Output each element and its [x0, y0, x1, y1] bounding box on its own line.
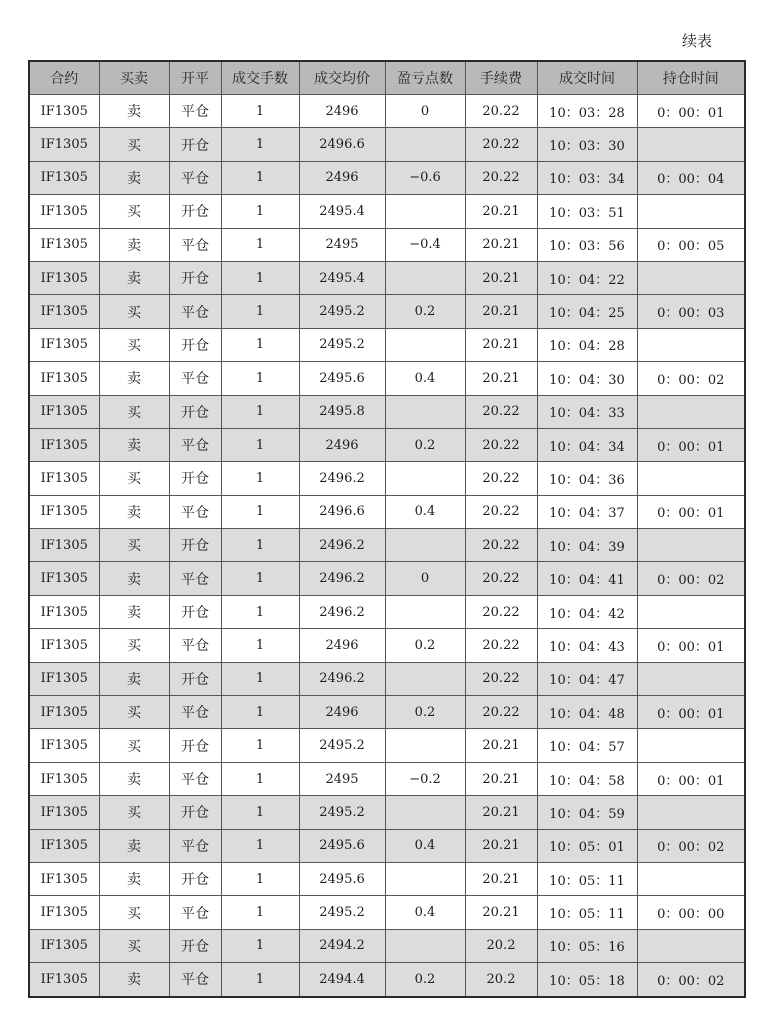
header-open-close: 开平: [169, 61, 221, 95]
cell-pnl-points: [385, 862, 465, 895]
cell-fee: 20.22: [465, 395, 537, 428]
cell-fee: 20.21: [465, 762, 537, 795]
cell-contract: IF1305: [29, 328, 99, 361]
cell-pnl-points: [385, 796, 465, 829]
cell-pnl-points: 0.2: [385, 629, 465, 662]
cell-contract: IF1305: [29, 462, 99, 495]
table-row: [29, 261, 745, 294]
table-row: [29, 161, 745, 194]
cell-holding-time: 0：00：02: [637, 562, 745, 595]
cell-avg-price: 2496.2: [299, 562, 385, 595]
cell-holding-time: 0：00：01: [637, 762, 745, 795]
cell-avg-price: 2495.4: [299, 195, 385, 228]
table-row: [29, 428, 745, 461]
cell-avg-price: 2496.6: [299, 495, 385, 528]
cell-avg-price: 2495.2: [299, 729, 385, 762]
cell-lots: 1: [221, 729, 299, 762]
cell-open-close: 开仓: [169, 261, 221, 294]
cell-lots: 1: [221, 295, 299, 328]
cell-lots: 1: [221, 395, 299, 428]
cell-contract: IF1305: [29, 95, 99, 128]
cell-pnl-points: [385, 195, 465, 228]
cell-open-close: 开仓: [169, 462, 221, 495]
cell-lots: 1: [221, 595, 299, 628]
cell-trade-time: 10：04：59: [537, 796, 637, 829]
cell-trade-time: 10：05：11: [537, 862, 637, 895]
cell-holding-time: [637, 529, 745, 562]
cell-trade-time: 10：03：34: [537, 161, 637, 194]
cell-holding-time: [637, 796, 745, 829]
cell-avg-price: 2495.6: [299, 362, 385, 395]
cell-contract: IF1305: [29, 796, 99, 829]
continued-table-label: 续表: [681, 32, 712, 50]
cell-contract: IF1305: [29, 729, 99, 762]
cell-lots: 1: [221, 95, 299, 128]
cell-trade-time: 10：04：22: [537, 261, 637, 294]
cell-holding-time: [637, 195, 745, 228]
cell-pnl-points: 0.2: [385, 963, 465, 997]
cell-direction: 卖: [99, 428, 169, 461]
cell-holding-time: [637, 261, 745, 294]
table-row: [29, 929, 745, 962]
cell-trade-time: 10：04：48: [537, 696, 637, 729]
trade-records-table: [28, 60, 746, 998]
cell-avg-price: 2496.2: [299, 529, 385, 562]
cell-trade-time: 10：03：30: [537, 128, 637, 161]
table-row: [29, 963, 745, 997]
cell-contract: IF1305: [29, 428, 99, 461]
cell-open-close: 开仓: [169, 595, 221, 628]
cell-direction: 卖: [99, 261, 169, 294]
cell-lots: 1: [221, 963, 299, 997]
cell-contract: IF1305: [29, 261, 99, 294]
cell-open-close: 平仓: [169, 428, 221, 461]
cell-avg-price: 2494.2: [299, 929, 385, 962]
table-row: [29, 562, 745, 595]
cell-direction: 买: [99, 328, 169, 361]
cell-pnl-points: −0.4: [385, 228, 465, 261]
table-row: [29, 729, 745, 762]
cell-holding-time: 0：00：05: [637, 228, 745, 261]
cell-fee: 20.22: [465, 495, 537, 528]
cell-lots: 1: [221, 762, 299, 795]
cell-direction: 买: [99, 128, 169, 161]
cell-direction: 买: [99, 529, 169, 562]
cell-fee: 20.22: [465, 462, 537, 495]
header-contract: 合约: [29, 61, 99, 95]
cell-direction: 卖: [99, 495, 169, 528]
cell-open-close: 平仓: [169, 95, 221, 128]
cell-holding-time: [637, 128, 745, 161]
cell-avg-price: 2496: [299, 161, 385, 194]
cell-fee: 20.21: [465, 328, 537, 361]
cell-trade-time: 10：04：42: [537, 595, 637, 628]
cell-fee: 20.22: [465, 95, 537, 128]
table-row: [29, 762, 745, 795]
cell-avg-price: 2495.4: [299, 261, 385, 294]
cell-lots: 1: [221, 629, 299, 662]
cell-trade-time: 10：04：57: [537, 729, 637, 762]
table-row: [29, 796, 745, 829]
cell-contract: IF1305: [29, 762, 99, 795]
cell-pnl-points: 0.2: [385, 295, 465, 328]
cell-open-close: 开仓: [169, 529, 221, 562]
cell-contract: IF1305: [29, 529, 99, 562]
header-trade-time: 成交时间: [537, 61, 637, 95]
cell-trade-time: 10：05：01: [537, 829, 637, 862]
cell-lots: 1: [221, 195, 299, 228]
cell-open-close: 平仓: [169, 295, 221, 328]
cell-contract: IF1305: [29, 495, 99, 528]
cell-pnl-points: 0.4: [385, 829, 465, 862]
cell-avg-price: 2495.8: [299, 395, 385, 428]
cell-open-close: 开仓: [169, 929, 221, 962]
cell-avg-price: 2496: [299, 629, 385, 662]
cell-open-close: 平仓: [169, 762, 221, 795]
cell-trade-time: 10：05：11: [537, 896, 637, 929]
table-row: [29, 195, 745, 228]
cell-open-close: 平仓: [169, 829, 221, 862]
table-header-row: [29, 61, 745, 95]
table-row: [29, 462, 745, 495]
cell-lots: 1: [221, 862, 299, 895]
cell-avg-price: 2496: [299, 428, 385, 461]
cell-holding-time: [637, 929, 745, 962]
cell-open-close: 开仓: [169, 796, 221, 829]
cell-lots: 1: [221, 529, 299, 562]
table-row: [29, 662, 745, 695]
cell-trade-time: 10：04：41: [537, 562, 637, 595]
cell-pnl-points: [385, 595, 465, 628]
cell-direction: 买: [99, 696, 169, 729]
cell-pnl-points: [385, 128, 465, 161]
table-row: [29, 529, 745, 562]
cell-holding-time: 0：00：03: [637, 295, 745, 328]
cell-holding-time: [637, 328, 745, 361]
cell-holding-time: [637, 862, 745, 895]
cell-direction: 卖: [99, 829, 169, 862]
cell-avg-price: 2495: [299, 228, 385, 261]
cell-pnl-points: [385, 261, 465, 294]
cell-avg-price: 2495.2: [299, 295, 385, 328]
cell-fee: 20.21: [465, 796, 537, 829]
cell-fee: 20.22: [465, 529, 537, 562]
cell-trade-time: 10：03：56: [537, 228, 637, 261]
cell-contract: IF1305: [29, 662, 99, 695]
cell-open-close: 开仓: [169, 195, 221, 228]
cell-fee: 20.21: [465, 228, 537, 261]
cell-direction: 买: [99, 295, 169, 328]
cell-fee: 20.22: [465, 161, 537, 194]
cell-fee: 20.22: [465, 562, 537, 595]
cell-lots: 1: [221, 562, 299, 595]
cell-open-close: 平仓: [169, 228, 221, 261]
cell-pnl-points: −0.2: [385, 762, 465, 795]
cell-holding-time: 0：00：01: [637, 495, 745, 528]
cell-contract: IF1305: [29, 395, 99, 428]
cell-open-close: 开仓: [169, 395, 221, 428]
cell-trade-time: 10：04：28: [537, 328, 637, 361]
cell-fee: 20.22: [465, 128, 537, 161]
cell-direction: 买: [99, 462, 169, 495]
cell-pnl-points: −0.6: [385, 161, 465, 194]
cell-contract: IF1305: [29, 195, 99, 228]
cell-fee: 20.21: [465, 261, 537, 294]
cell-open-close: 开仓: [169, 662, 221, 695]
cell-fee: 20.21: [465, 896, 537, 929]
cell-lots: 1: [221, 161, 299, 194]
cell-lots: 1: [221, 261, 299, 294]
cell-open-close: 平仓: [169, 495, 221, 528]
cell-lots: 1: [221, 896, 299, 929]
cell-contract: IF1305: [29, 161, 99, 194]
cell-direction: 卖: [99, 762, 169, 795]
cell-pnl-points: [385, 328, 465, 361]
table-row: [29, 696, 745, 729]
cell-lots: 1: [221, 462, 299, 495]
cell-pnl-points: 0: [385, 562, 465, 595]
cell-direction: 卖: [99, 228, 169, 261]
table-row: [29, 362, 745, 395]
cell-trade-time: 10：04：47: [537, 662, 637, 695]
header-holding-time: 持仓时间: [637, 61, 745, 95]
cell-holding-time: 0：00：01: [637, 95, 745, 128]
cell-holding-time: [637, 729, 745, 762]
table-row: [29, 629, 745, 662]
cell-holding-time: 0：00：02: [637, 829, 745, 862]
cell-holding-time: 0：00：00: [637, 896, 745, 929]
cell-lots: 1: [221, 128, 299, 161]
cell-trade-time: 10：04：43: [537, 629, 637, 662]
cell-fee: 20.21: [465, 729, 537, 762]
cell-avg-price: 2496.2: [299, 595, 385, 628]
cell-avg-price: 2496: [299, 696, 385, 729]
header-pnl-points: 盈亏点数: [385, 61, 465, 95]
cell-avg-price: 2496: [299, 95, 385, 128]
cell-contract: IF1305: [29, 963, 99, 997]
cell-direction: 卖: [99, 562, 169, 595]
cell-pnl-points: 0.4: [385, 495, 465, 528]
cell-contract: IF1305: [29, 862, 99, 895]
cell-lots: 1: [221, 662, 299, 695]
cell-direction: 卖: [99, 963, 169, 997]
cell-contract: IF1305: [29, 562, 99, 595]
cell-fee: 20.22: [465, 662, 537, 695]
table-row: [29, 595, 745, 628]
cell-avg-price: 2496.2: [299, 662, 385, 695]
table-row: [29, 829, 745, 862]
cell-avg-price: 2495.2: [299, 328, 385, 361]
cell-contract: IF1305: [29, 896, 99, 929]
cell-holding-time: [637, 395, 745, 428]
cell-trade-time: 10：04：37: [537, 495, 637, 528]
cell-pnl-points: 0.4: [385, 896, 465, 929]
cell-lots: 1: [221, 328, 299, 361]
cell-lots: 1: [221, 829, 299, 862]
cell-trade-time: 10：05：16: [537, 929, 637, 962]
cell-open-close: 平仓: [169, 696, 221, 729]
cell-fee: 20.2: [465, 929, 537, 962]
cell-trade-time: 10：03：51: [537, 195, 637, 228]
cell-fee: 20.21: [465, 829, 537, 862]
cell-open-close: 平仓: [169, 562, 221, 595]
table-row: [29, 862, 745, 895]
cell-holding-time: [637, 662, 745, 695]
cell-trade-time: 10：05：18: [537, 963, 637, 997]
cell-lots: 1: [221, 495, 299, 528]
cell-lots: 1: [221, 428, 299, 461]
cell-trade-time: 10：04：30: [537, 362, 637, 395]
table-row: [29, 95, 745, 128]
cell-contract: IF1305: [29, 362, 99, 395]
cell-open-close: 平仓: [169, 896, 221, 929]
cell-lots: 1: [221, 228, 299, 261]
cell-pnl-points: [385, 929, 465, 962]
cell-contract: IF1305: [29, 829, 99, 862]
table-row: [29, 295, 745, 328]
cell-direction: 卖: [99, 95, 169, 128]
table-row: [29, 328, 745, 361]
cell-pnl-points: 0.2: [385, 696, 465, 729]
cell-holding-time: 0：00：04: [637, 161, 745, 194]
cell-lots: 1: [221, 362, 299, 395]
cell-trade-time: 10：04：25: [537, 295, 637, 328]
cell-open-close: 开仓: [169, 128, 221, 161]
cell-trade-time: 10：04：36: [537, 462, 637, 495]
cell-trade-time: 10：04：39: [537, 529, 637, 562]
cell-fee: 20.21: [465, 362, 537, 395]
cell-direction: 买: [99, 395, 169, 428]
cell-holding-time: [637, 595, 745, 628]
cell-avg-price: 2496.6: [299, 128, 385, 161]
cell-pnl-points: [385, 729, 465, 762]
cell-open-close: 开仓: [169, 862, 221, 895]
cell-contract: IF1305: [29, 595, 99, 628]
cell-avg-price: 2495.2: [299, 896, 385, 929]
cell-pnl-points: [385, 462, 465, 495]
cell-holding-time: 0：00：02: [637, 362, 745, 395]
cell-holding-time: [637, 462, 745, 495]
cell-pnl-points: [385, 529, 465, 562]
cell-avg-price: 2494.4: [299, 963, 385, 997]
cell-open-close: 平仓: [169, 362, 221, 395]
cell-pnl-points: 0.4: [385, 362, 465, 395]
cell-direction: 卖: [99, 595, 169, 628]
cell-open-close: 开仓: [169, 328, 221, 361]
cell-fee: 20.2: [465, 963, 537, 997]
cell-fee: 20.21: [465, 195, 537, 228]
cell-direction: 卖: [99, 362, 169, 395]
header-lots: 成交手数: [221, 61, 299, 95]
cell-contract: IF1305: [29, 228, 99, 261]
cell-avg-price: 2495.6: [299, 862, 385, 895]
cell-open-close: 平仓: [169, 629, 221, 662]
cell-direction: 买: [99, 629, 169, 662]
cell-direction: 买: [99, 195, 169, 228]
table-row: [29, 896, 745, 929]
cell-trade-time: 10：04：58: [537, 762, 637, 795]
cell-direction: 卖: [99, 161, 169, 194]
cell-direction: 卖: [99, 662, 169, 695]
cell-direction: 买: [99, 796, 169, 829]
header-avg-price: 成交均价: [299, 61, 385, 95]
cell-avg-price: 2496.2: [299, 462, 385, 495]
table-body: [29, 95, 745, 997]
cell-pnl-points: 0: [385, 95, 465, 128]
cell-avg-price: 2495: [299, 762, 385, 795]
cell-direction: 买: [99, 929, 169, 962]
cell-direction: 卖: [99, 862, 169, 895]
cell-contract: IF1305: [29, 629, 99, 662]
cell-contract: IF1305: [29, 929, 99, 962]
cell-holding-time: 0：00：01: [637, 696, 745, 729]
cell-holding-time: 0：00：02: [637, 963, 745, 997]
cell-avg-price: 2495.6: [299, 829, 385, 862]
table-row: [29, 128, 745, 161]
cell-direction: 买: [99, 896, 169, 929]
cell-fee: 20.22: [465, 595, 537, 628]
table-row: [29, 395, 745, 428]
cell-lots: 1: [221, 696, 299, 729]
cell-contract: IF1305: [29, 696, 99, 729]
cell-trade-time: 10：04：34: [537, 428, 637, 461]
cell-pnl-points: 0.2: [385, 428, 465, 461]
cell-fee: 20.21: [465, 862, 537, 895]
table-row: [29, 228, 745, 261]
cell-pnl-points: [385, 395, 465, 428]
header-fee: 手续费: [465, 61, 537, 95]
table-row: [29, 495, 745, 528]
cell-lots: 1: [221, 796, 299, 829]
cell-open-close: 开仓: [169, 729, 221, 762]
cell-open-close: 平仓: [169, 963, 221, 997]
cell-holding-time: 0：00：01: [637, 629, 745, 662]
cell-holding-time: 0：00：01: [637, 428, 745, 461]
cell-open-close: 平仓: [169, 161, 221, 194]
cell-fee: 20.22: [465, 428, 537, 461]
cell-fee: 20.22: [465, 696, 537, 729]
cell-contract: IF1305: [29, 128, 99, 161]
header-direction: 买卖: [99, 61, 169, 95]
cell-lots: 1: [221, 929, 299, 962]
cell-fee: 20.21: [465, 295, 537, 328]
cell-trade-time: 10：03：28: [537, 95, 637, 128]
cell-contract: IF1305: [29, 295, 99, 328]
cell-direction: 买: [99, 729, 169, 762]
cell-fee: 20.22: [465, 629, 537, 662]
cell-trade-time: 10：04：33: [537, 395, 637, 428]
cell-avg-price: 2495.2: [299, 796, 385, 829]
cell-pnl-points: [385, 662, 465, 695]
